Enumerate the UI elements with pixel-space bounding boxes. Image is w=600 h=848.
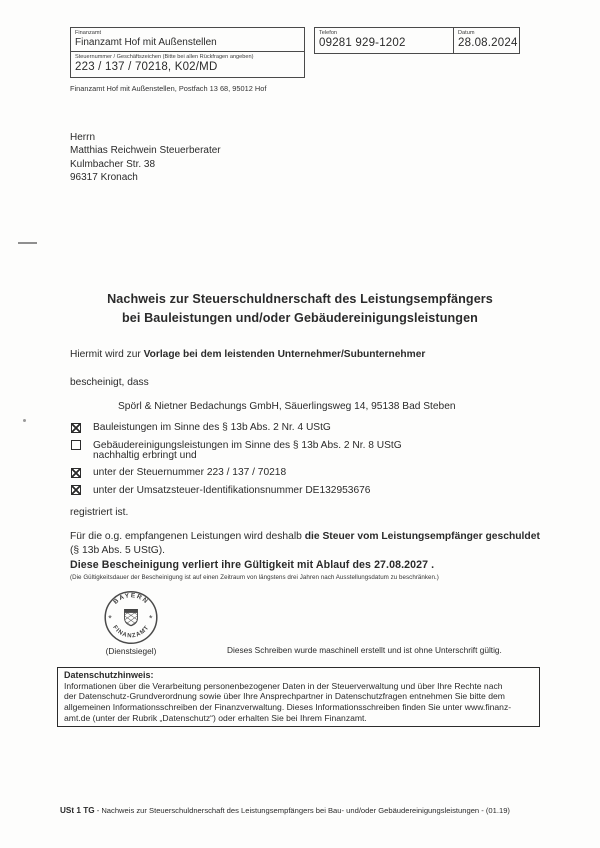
- checklist-item-bauleistungen: [71, 421, 536, 434]
- telefon-label: Telefon: [319, 30, 338, 36]
- recipient-address: [70, 131, 221, 185]
- telefon-cell: [315, 28, 453, 53]
- checkbox-checked-icon: [71, 468, 81, 478]
- datenschutz-line: amt.de (unter der Rubrik „Datenschutz“) oder erhalten Sie bei Ihrem Finanzamt.: [64, 712, 367, 723]
- recipient-street: Kulmbacher Str. 38: [70, 158, 156, 170]
- liability-text-bold: die Steuer vom Leistungsempfänger geschuldet: [304, 531, 540, 542]
- finanzamt-value: Finanzamt Hof mit Außenstellen: [75, 37, 217, 48]
- checkbox-checked-icon: [71, 485, 81, 495]
- datenschutz-box: [57, 667, 540, 727]
- checklist-label: Bauleistungen im Sinne des § 13b Abs. 2 Nr. 4 UStG: [93, 422, 331, 433]
- finanzamt-section: [71, 28, 304, 51]
- seal-star-icon: *: [149, 613, 153, 624]
- page-title: [0, 290, 600, 327]
- seal-caption: (Dienstsiegel): [105, 646, 157, 656]
- checklist: [71, 421, 536, 501]
- validity-note: (Die Gültigkeitsdauer der Bescheinigung ist auf einen Zeitraum von längstens drei Jahren nach Ausstellungsdatum zu beschränken.): [70, 574, 439, 581]
- liability-paragraph: [70, 530, 542, 558]
- intro-line: [70, 348, 425, 362]
- recipient-city: 96317 Kronach: [70, 172, 138, 184]
- sender-line: Finanzamt Hof mit Außenstellen, Postfach 13 68, 95012 Hof: [70, 84, 267, 93]
- machine-note: Dieses Schreiben wurde maschinell erstellt und ist ohne Unterschrift gültig.: [227, 645, 502, 655]
- title-line-2: bei Bauleistungen und/oder Gebäudereinigungsleistungen: [122, 310, 478, 325]
- finanzamt-label: Finanzamt: [75, 30, 102, 36]
- datenschutz-line: Informationen über die Verarbeitung personenbezogener Daten in der Steuerverwaltung und über Ihre Rechte nach: [64, 680, 503, 691]
- seal-bottom-text: FINANZAMT: [111, 624, 151, 640]
- recipient-salutation: Herrn: [70, 132, 96, 143]
- checklist-label: unter der Umsatzsteuer-Identifikationsnummer DE132953676: [93, 484, 371, 496]
- footer-line: [60, 806, 510, 815]
- official-seal: [101, 590, 161, 646]
- datum-value: 28.08.2024: [458, 37, 518, 49]
- telefon-value: 09281 929-1202: [319, 37, 406, 49]
- datum-cell: [453, 28, 522, 53]
- intro-text-bold: Vorlage bei dem leistenden Unternehmer/Subunternehmer: [143, 349, 426, 360]
- intro-text-normal: Hiermit wird zur: [70, 349, 144, 360]
- datenschutz-line: der Datenschutz-Grundverordnung sowie über Ihre Ansprechpartner in Datenschutzfragen entnehmen Sie bitte dem: [64, 691, 505, 702]
- title-line-1: Nachweis zur Steuerschuldnerschaft des Leistungsempfängers: [107, 292, 493, 306]
- registered-line: registriert ist.: [70, 507, 129, 518]
- company-line: Spörl & Nietner Bedachungs GmbH, Säuerlingsweg 14, 95138 Bad Steben: [118, 401, 456, 412]
- datum-label: Datum: [458, 30, 475, 36]
- checkbox-unchecked-icon: [71, 440, 81, 450]
- steuernummer-section: [71, 51, 304, 77]
- liability-text-normal: Für die o.g. empfangenen Leistungen wird deshalb: [70, 531, 305, 542]
- steuernummer-label: Steuernummer / Geschäftszeichen (Bitte bei allen Rückfragen angeben): [75, 54, 254, 60]
- finanzamt-box: [70, 27, 305, 78]
- datenschutz-line: allgemeinen Informationsschreiben der Finanzverwaltung. Dieses Informationsschreiben finden Sie unter www.finanz-: [64, 701, 512, 712]
- footer-text: - Nachweis zur Steuerschuldnerschaft des Leistungsempfängers bei Bau- und/oder Gebäudereinigungsleistungen - (01.19): [94, 806, 510, 815]
- checklist-item-steuernummer: [71, 466, 536, 479]
- checklist-label: Gebäudereinigungsleistungen im Sinne des § 13b Abs. 2 Nr. 8 UStG: [93, 439, 402, 451]
- recipient-name: Matthias Reichwein Steuerberater: [70, 145, 221, 157]
- validity-line: Diese Bescheinigung verliert ihre Gültigkeit mit Ablauf des 27.08.2027 .: [70, 559, 435, 571]
- checklist-label: unter der Steuernummer 223 / 137 / 70218: [93, 467, 287, 478]
- steuernummer-value: 223 / 137 / 70218, K02/MD: [75, 61, 218, 73]
- liability-text-tail: (§ 13b Abs. 5 UStG).: [70, 544, 166, 556]
- checkbox-checked-icon: [71, 423, 81, 433]
- datenschutz-title: Datenschutzhinweis:: [64, 670, 154, 680]
- checklist-item-ustid: [71, 484, 536, 497]
- seal-bottom-text-path: [111, 625, 150, 640]
- bescheinigt-line: bescheinigt, dass: [70, 377, 149, 388]
- center-mark: [23, 419, 26, 422]
- seal-top-text: BAYERN: [112, 592, 150, 606]
- contact-box: [314, 27, 520, 54]
- seal-top-text-path: [112, 592, 150, 606]
- bavaria-shield: [119, 602, 143, 631]
- seal-star-icon: *: [108, 613, 112, 624]
- footer-form-id: USt 1 TG: [60, 806, 95, 815]
- fold-mark: [18, 242, 37, 244]
- checklist-continuation: nachhaltig erbringt und: [93, 450, 197, 461]
